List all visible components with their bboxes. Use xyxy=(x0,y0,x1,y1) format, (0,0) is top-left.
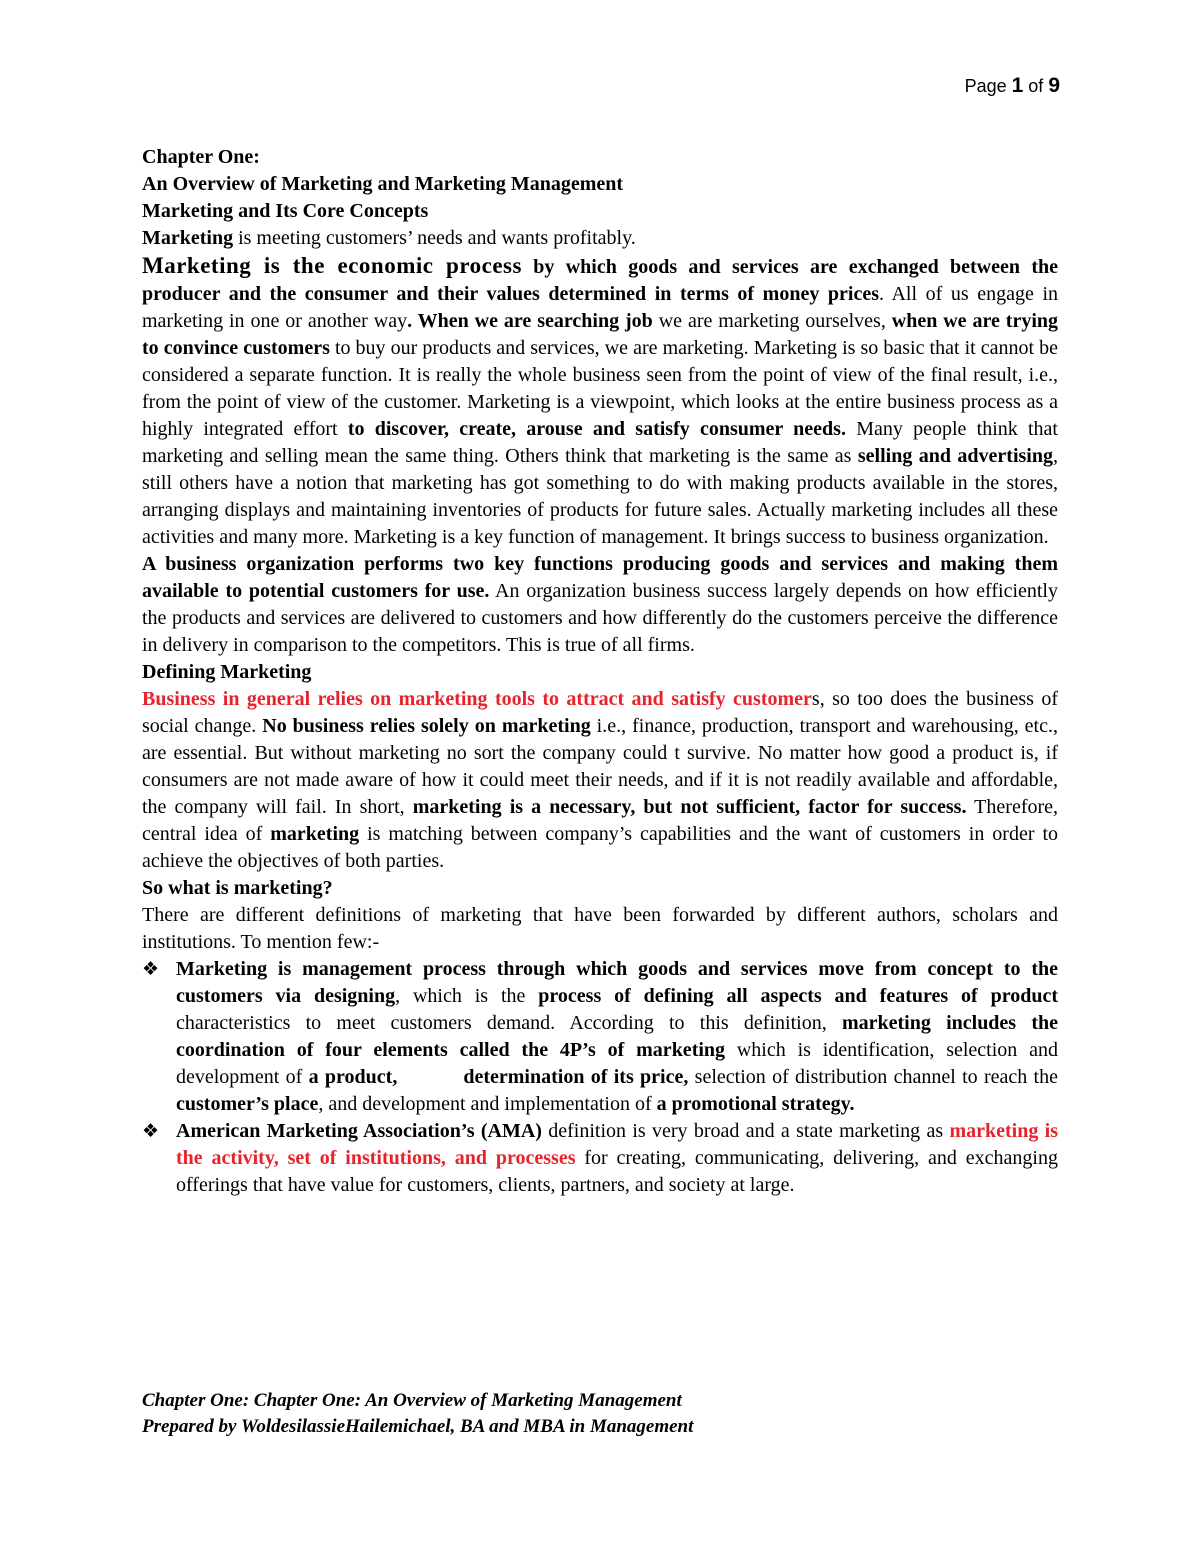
page-number: Page 1 of 9 xyxy=(964,74,1060,97)
definition-list xyxy=(142,956,1058,1199)
section-heading-what-is-marketing: So what is marketing? xyxy=(142,877,333,899)
chapter-title: An Overview of Marketing and Marketing Management xyxy=(142,173,624,195)
paragraph-economic-process: Marketing is the economic process by which goods and services are exchanged between the producer and the consumer and their values determined in terms of money prices. All of us engage in marketing in one or another way. When we are searching job we are marketing ourselves, when we are trying to convince customers to buy our products and services, we are marketing. Marketing is so basic that it cannot be considered a separate function. It is really the whole business seen from the point of view of the final result, i.e., from the point of view of the customer. Marketing is a viewpoint, which looks at the entire business process as a highly integrated effort to discover, create, arouse and satisfy consumer needs. Many people think that marketing and selling mean the same thing. Others think that marketing is the same as selling and advertising, still others have a notion that marketing has got something to do with making products available in the stores, arranging displays and maintaining inventories of products for future sales. Actually marketing includes all these activities and many more. Marketing is a key function of management. It brings success to business organization. xyxy=(142,253,1059,548)
footer-chapter-title: Chapter One: Chapter One: An Overview of Marketing Management xyxy=(142,1390,682,1411)
section-heading-core-concepts: Marketing and Its Core Concepts xyxy=(142,200,429,222)
page-footer xyxy=(142,1388,1058,1440)
chapter-heading: Chapter One: xyxy=(142,146,260,168)
list-item: ❖ Marketing is management process through which goods and services move from concept to the customers via designing, which is the process of defining all aspects and features of product characteristics to meet customers demand. According to this definition, marketing includes the coordination of four elements called the 4P’s of marketing which is identification, selection and development of a product, determination of its price, selection of distribution channel to reach the customer’s place, and development and implementation of a promotional strategy. xyxy=(142,958,1059,1115)
footer-author: Prepared by WoldesilassieHailemichael, BA and MBA in Management xyxy=(142,1416,694,1437)
diamond-bullet-icon: ❖ xyxy=(142,958,160,980)
document-body xyxy=(142,144,1058,1199)
section-heading-defining: Defining Marketing xyxy=(142,661,312,683)
paragraph-business-organization: A business organization performs two key functions producing goods and services and making them available to potential customers for use. An organization business success largely depends on how efficiently the products and services are delivered to customers and how differently do the customers perceive the difference in delivery in comparison to the competitors. This is true of all firms. xyxy=(142,553,1058,656)
paragraph-definitions-intro: There are different definitions of marketing that have been forwarded by different authors, scholars and institutions. To mention few:- xyxy=(142,904,1058,953)
list-item: ❖ American Marketing Association’s (AMA) definition is very broad and a state marketing as marketing is the activity, set of institutions, and processes for creating, communicating, delivering, and exchanging offerings that have value for customers, clients, partners, and society at large. xyxy=(142,1120,1059,1196)
intro-definition: Marketing is meeting customers’ needs and wants profitably. xyxy=(142,227,636,249)
paragraph-defining: Business in general relies on marketing tools to attract and satisfy customers, so too does the business of social change. No business relies solely on marketing i.e., finance, production, transport and warehousing, etc., are essential. But without marketing no sort the company could t survive. No matter how good a product is, if consumers are not made aware of how it could meet their needs, and if it is not readily available and affordable, the company will fail. In short, marketing is a necessary, but not sufficient, factor for success. Therefore, central idea of marketing is matching between company’s capabilities and the want of customers in order to achieve the objectives of both parties. xyxy=(142,688,1059,872)
diamond-outline-bullet-icon: ❖ xyxy=(142,1120,160,1142)
